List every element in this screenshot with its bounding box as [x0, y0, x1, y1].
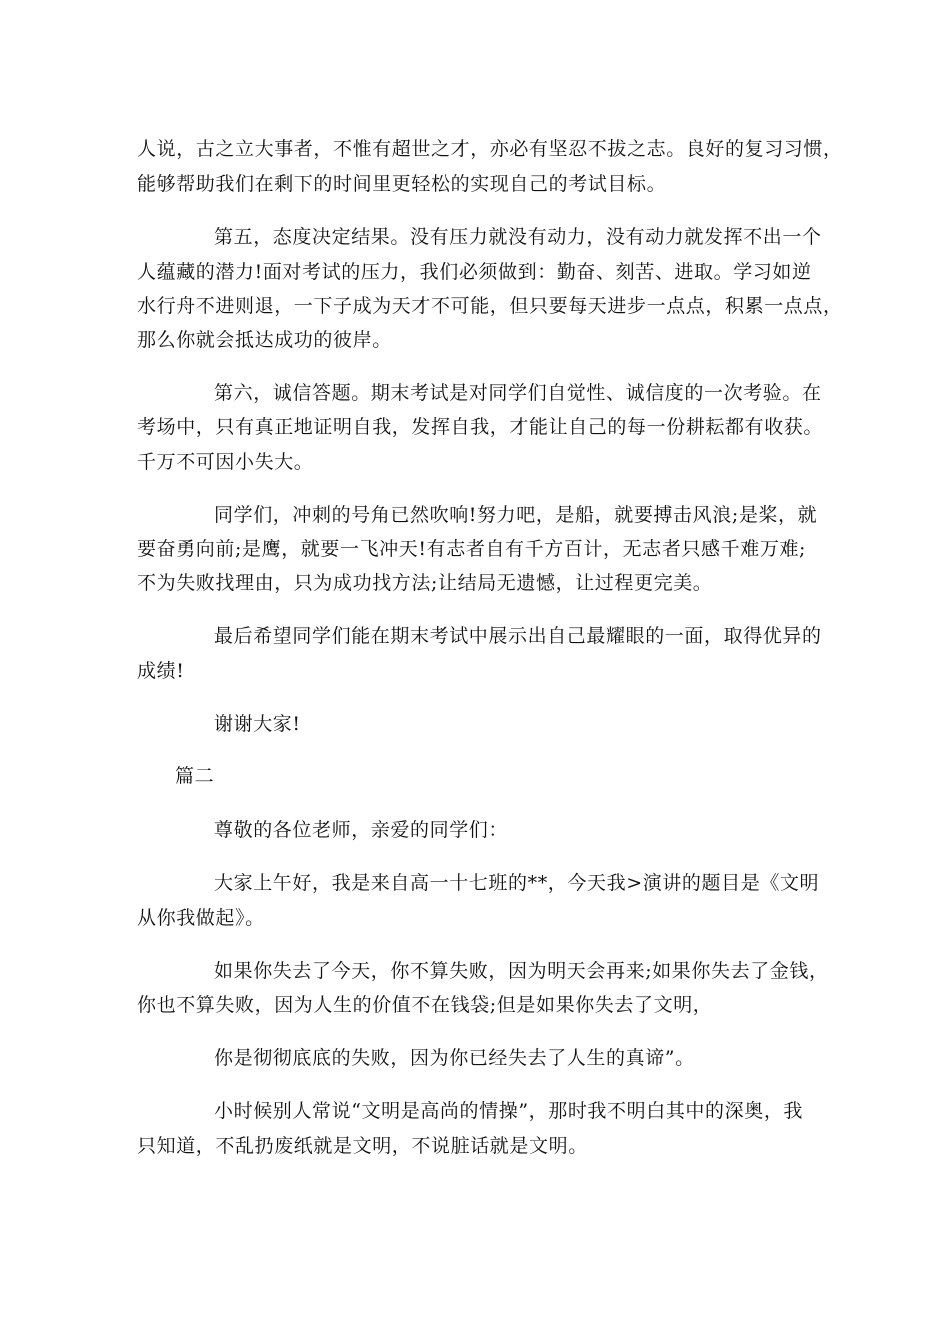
- p2-line-2: 人蕴藏的潜力!面对考试的压力，我们必须做到：勤奋、刻苦、进取。学习如逆: [137, 261, 812, 283]
- p1-line-2: 能够帮助我们在剩下的时间里更轻松的实现自己的考试目标。: [137, 173, 667, 195]
- p4-line-1: 同学们，冲刺的号角已然吹响!努力吧，是船，就要搏击风浪;是桨，就: [214, 504, 818, 526]
- p6-line-1: 谢谢大家!: [214, 713, 301, 735]
- p4-line-2: 要奋勇向前;是鹰，就要一飞冲天!有志者自有千方百计，无志者只感千难万难;: [137, 538, 807, 560]
- p5-line-2: 成绩!: [137, 660, 185, 682]
- p3-line-2: 考场中，只有真正地证明自我，发挥自我，才能让自己的每一份耕耘都有收获。: [137, 416, 824, 438]
- p2-line-3: 水行舟不进则退，一下子成为天才不可能，但只要每天进步一点点，积累一点点，: [137, 295, 843, 317]
- p11-line-1: 小时候别人常说“文明是高尚的情操”，那时我不明白其中的深奥，我: [214, 1100, 804, 1122]
- p7-line-1: 尊敬的各位老师，亲爱的同学们：: [214, 819, 509, 841]
- p9-line-1: 如果你失去了今天，你不算失败，因为明天会再来;如果你失去了金钱，: [214, 960, 829, 982]
- section-heading: 篇二: [175, 765, 215, 787]
- p5-line-1: 最后希望同学们能在期末考试中展示出自己最耀眼的一面，取得优异的: [214, 625, 822, 647]
- p10-line-1: 你是彻彻底底的失败，因为你已经失去了人生的真谛”。: [214, 1047, 695, 1069]
- p3-line-3: 千万不可因小失大。: [137, 451, 314, 473]
- p8-line-2: 从你我做起》。: [137, 907, 265, 929]
- p2-line-1: 第五，态度决定结果。没有压力就没有动力，没有动力就发挥不出一个: [214, 226, 822, 248]
- p4-line-3: 不为失败找理由，只为成功找方法;让结局无遗憾，让过程更完美。: [137, 572, 713, 594]
- p3-line-1: 第六，诚信答题。期末考试是对同学们自觉性、诚信度的一次考验。在: [214, 382, 822, 404]
- p8-line-1: 大家上午好，我是来自高一十七班的**，今天我>演讲的题目是《文明: [214, 872, 820, 894]
- p2-line-4: 那么你就会抵达成功的彼岸。: [137, 329, 392, 351]
- p9-line-2: 你也不算失败，因为人生的价值不在钱袋;但是如果你失去了文明，: [137, 994, 713, 1016]
- p1-line-1: 人说，古之立大事者，不惟有超世之才，亦必有坚忍不拔之志。良好的复习习惯，: [137, 138, 843, 160]
- p11-line-2: 只知道，不乱扔废纸就是文明，不说脏话就是文明。: [137, 1135, 588, 1157]
